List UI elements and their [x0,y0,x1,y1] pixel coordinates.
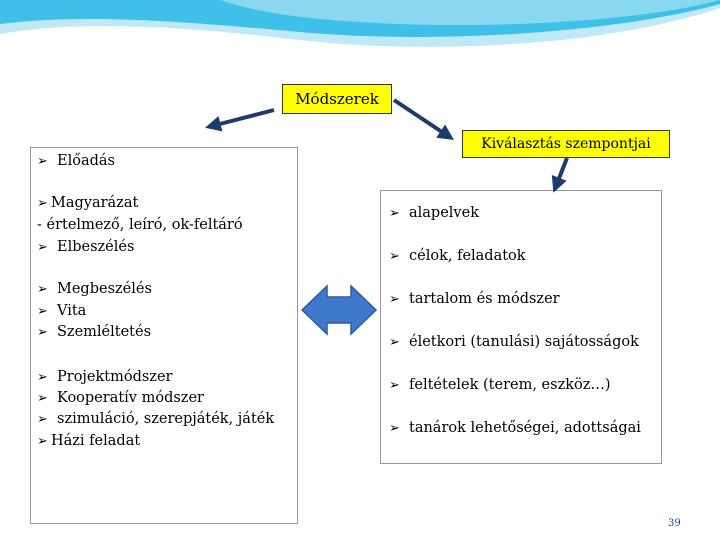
list-item: ➢ célok, feladatok [389,248,526,264]
bullet-arrow-icon: ➢ [389,249,400,264]
list-item: ➢ életkori (tanulási) sajátosságok [389,334,639,350]
list-item: ➢ alapelvek [389,205,479,221]
bullet-arrow-icon: ➢ [389,378,400,393]
bullet-arrow-icon: ➢ [37,434,48,449]
criteria-heading-text: Kiválasztás szempontjai [481,136,651,152]
list-item: ➢ Megbeszélés [37,281,152,297]
list-item: ➢ Házi feladat [37,433,141,449]
list-item: ➢ Előadás [37,153,115,169]
bullet-arrow-icon: ➢ [37,325,48,340]
bullet-arrow-icon: ➢ [389,206,400,221]
list-item: ➢ Szemléltetés [37,324,152,340]
bullet-arrow-icon: ➢ [37,154,48,169]
bullet-arrow-icon: ➢ [37,282,48,297]
bullet-arrow-icon: ➢ [37,304,48,319]
bullet-arrow-icon: ➢ [389,292,400,307]
arrow-to-criteria-heading [394,100,448,136]
arrow-to-methods-list [212,110,274,126]
methods-heading-text: Módszerek [295,90,379,108]
arrow-to-criteria-list [556,158,567,186]
bullet-arrow-icon: ➢ [37,412,48,427]
list-item: ➢ Projektmódszer [37,369,173,385]
bullet-arrow-icon: ➢ [37,240,48,255]
list-item: ➢ tartalom és módszer [389,291,560,307]
list-item: ➢ Elbeszélés [37,239,135,255]
list-item: ➢ Vita [37,303,87,319]
bullet-arrow-icon: ➢ [389,335,400,350]
page-number: 39 [668,518,681,529]
list-item: ➢ szimuláció, szerepjáték, játék [37,411,275,427]
list-item: - értelmező, leíró, ok-feltáró [37,217,243,233]
methods-list-panel [30,147,298,524]
list-item: ➢ feltételek (terem, eszköz…) [389,377,611,393]
list-item: ➢ tanárok lehetőségei, adottságai [389,420,641,436]
methods-heading [282,84,392,114]
double-arrow-icon [302,286,376,334]
list-item: ➢ Magyarázat [37,195,139,211]
bullet-arrow-icon: ➢ [37,196,48,211]
bullet-arrow-icon: ➢ [37,370,48,385]
bullet-arrow-icon: ➢ [389,421,400,436]
bullet-arrow-icon: ➢ [37,391,48,406]
list-item: ➢ Kooperatív módszer [37,390,204,406]
criteria-heading [462,130,670,158]
decorative-wave-header [0,0,720,80]
criteria-list-panel [380,190,662,464]
